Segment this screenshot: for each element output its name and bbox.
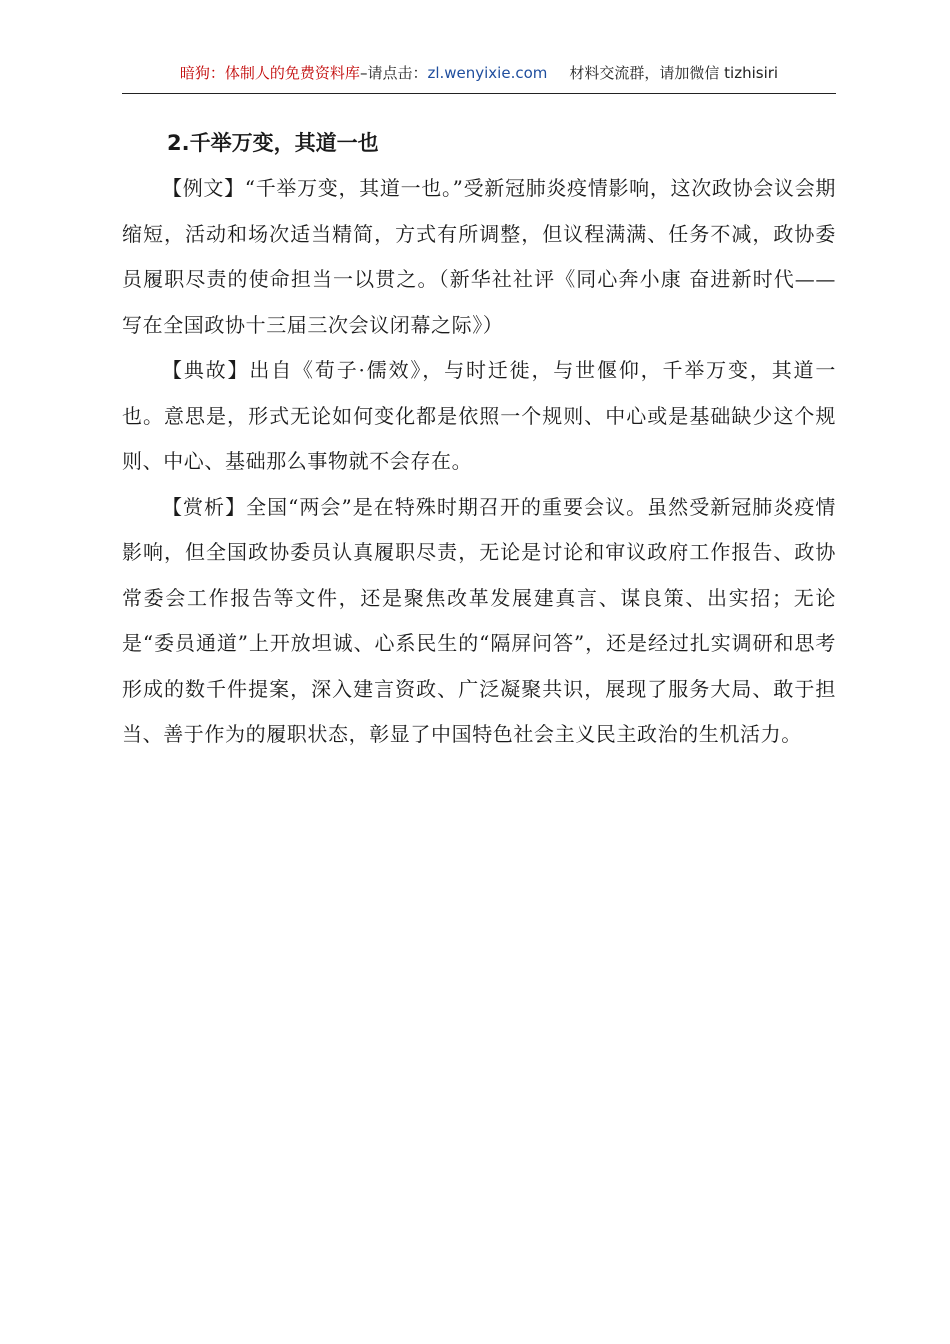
header-site-name: 暗狗：体制人的免费资料库 — [179, 64, 360, 82]
page-header — [122, 62, 836, 94]
paragraph-tag-allusion: 【典故】 — [162, 358, 250, 382]
header-url-link[interactable]: zl.wenyixie.com — [427, 64, 548, 82]
header-group-notice: 材料交流群，请加微信 tizhisiri — [569, 64, 779, 82]
paragraph-appreciation — [122, 485, 836, 758]
paragraph-example — [122, 166, 836, 348]
paragraph-allusion — [122, 348, 836, 485]
paragraph-tag-example: 【例文】 — [162, 176, 245, 200]
paragraph-text-appreciation: 全国“两会”是在特殊时期召开的重要会议。虽然受新冠肺炎疫情影响，但全国政协委员认真履职尽责，无论是讨论和审议政府工作报告、政协常委会工作报告等文件，还是聚焦改革发展建真言、谋良策、出实招；无论是“委员通道”上开放坦诚、心系民生的“隔屏问答”，还是经过扎实调研和思考形成的数千件提案，深入建言资政、广泛凝聚共识，展现了服务大局、敢于担当、善于作为的履职状态，彰显了中国特色社会主义民主政治的生机活力。 — [122, 494, 836, 746]
section-title: 2.千举万变，其道一也 — [167, 131, 379, 155]
document-body — [122, 120, 836, 758]
paragraph-tag-appreciation: 【赏析】 — [162, 494, 247, 519]
header-click-prompt: –请点击： — [359, 64, 428, 82]
paragraph-text-allusion: 出自《荀子·儒效》，与时迁徙，与世偃仰，千举万变，其道一也。意思是，形式无论如何变化都是依照一个规则、中心或是基础缺少这个规则、中心、基础那么事物就不会存在。 — [122, 358, 836, 473]
paragraph-text-example: “千举万变，其道一也。”受新冠肺炎疫情影响，这次政协会议会期缩短，活动和场次适当精简，方式有所调整，但议程满满、任务不减，政协委员履职尽责的使命担当一以贯之。（新华社社评《同心奔小康 奋进新时代——写在全国政协十三届三次会议闭幕之际》） — [122, 176, 836, 337]
